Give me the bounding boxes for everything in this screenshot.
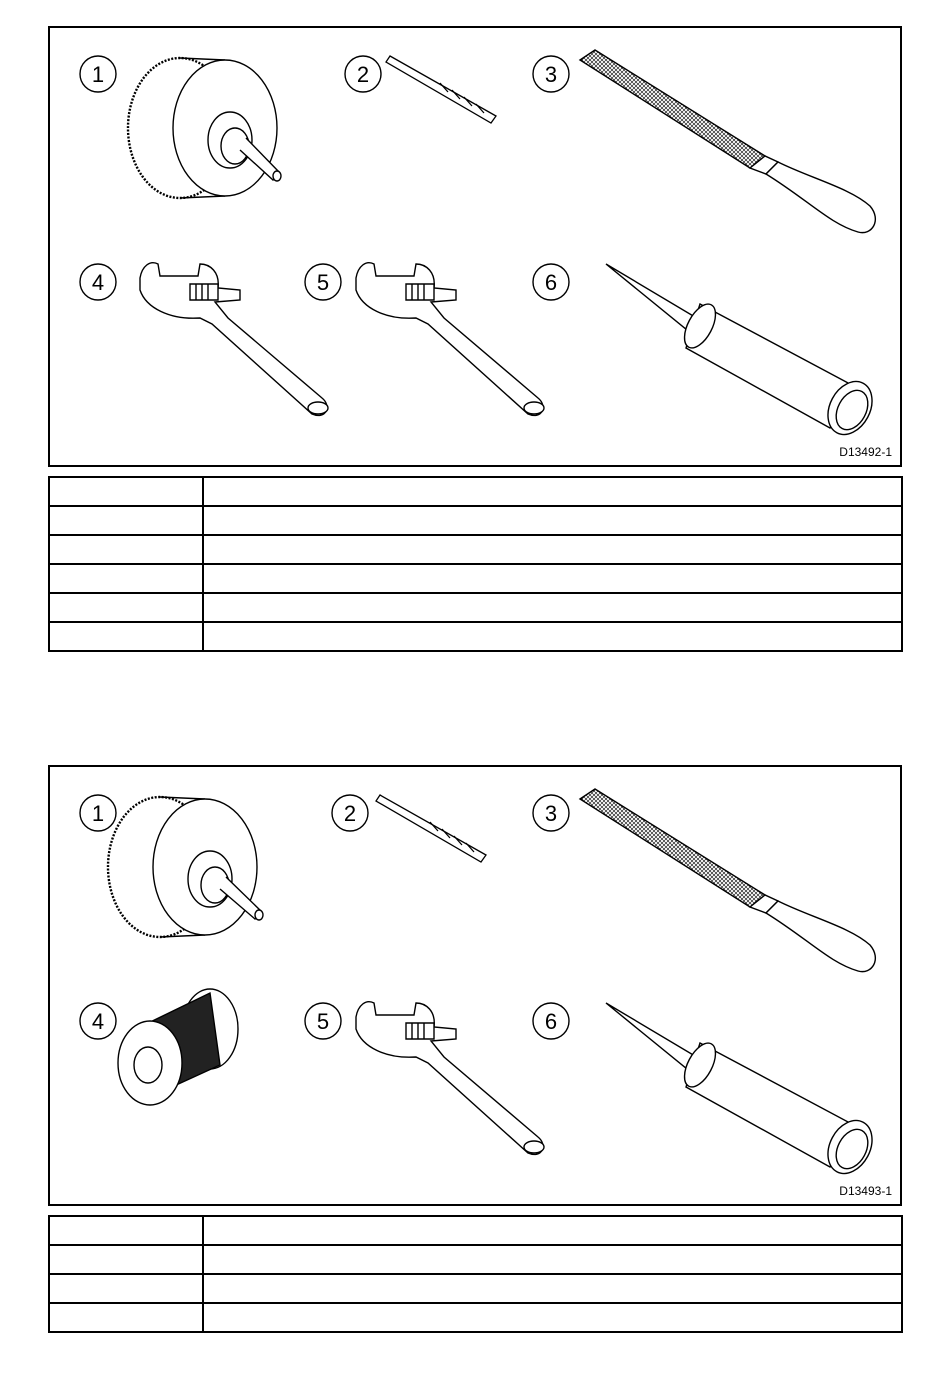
sealant-tube-icon [606,264,881,442]
table-row [49,1274,902,1303]
table-cell [49,593,203,622]
table-cell [203,1245,902,1274]
table-cell [203,535,902,564]
table-cell [203,593,902,622]
tools-figure-1 [48,26,902,467]
table-cell [203,1216,902,1245]
svg-text:6: 6 [544,270,558,295]
figure-id-label: D13492-1 [839,445,892,459]
callout-4 [80,264,116,300]
figure-id-label: D13493-1 [839,1184,892,1198]
callout-3 [533,56,569,92]
table-cell [203,564,902,593]
table-cell [49,1216,203,1245]
table-row [49,1216,902,1245]
tools-illustration-1 [50,28,900,465]
tools-illustration-2 [50,767,900,1204]
svg-text:3: 3 [544,62,558,87]
callout-2 [345,56,381,92]
file-icon [580,789,875,972]
table-cell [49,622,203,651]
file-icon [580,50,875,233]
svg-text:1: 1 [91,801,105,826]
callout-3 [533,795,569,831]
callout-1 [80,56,116,92]
adjustable-wrench-icon [140,263,328,416]
table-row [49,622,902,651]
tools-figure-2 [48,765,902,1206]
callout-6 [533,264,569,300]
legend-table-1 [48,476,903,652]
svg-text:1: 1 [91,62,105,87]
table-cell [203,477,902,506]
adjustable-wrench-icon [356,263,544,416]
callout-4 [80,1003,116,1039]
table-row [49,535,902,564]
table-cell [49,477,203,506]
table-row [49,593,902,622]
sealant-tube-icon [606,1003,881,1181]
svg-text:4: 4 [91,1009,105,1034]
table-row [49,1303,902,1332]
adjustable-wrench-icon [356,1002,544,1155]
table-cell [49,506,203,535]
callout-6 [533,1003,569,1039]
table-cell [203,622,902,651]
table-cell [49,1274,203,1303]
svg-text:6: 6 [544,1009,558,1034]
table-row [49,1245,902,1274]
callout-1 [80,795,116,831]
drill-bit-icon [376,795,486,862]
drill-bit-icon [386,56,496,123]
table-cell [49,1303,203,1332]
table-row [49,506,902,535]
table-row [49,477,902,506]
svg-text:2: 2 [343,801,357,826]
table-cell [203,506,902,535]
callout-5 [305,1003,341,1039]
svg-text:2: 2 [356,62,370,87]
table-row [49,564,902,593]
hole-saw-icon [128,58,281,198]
table-cell [49,535,203,564]
legend-table-2 [48,1215,903,1333]
table-cell [203,1303,902,1332]
hole-saw-icon [108,797,263,937]
tape-roll-icon [118,989,238,1105]
svg-text:4: 4 [91,270,105,295]
table-cell [49,564,203,593]
table-cell [49,1245,203,1274]
svg-text:5: 5 [316,270,330,295]
svg-text:3: 3 [544,801,558,826]
callout-2 [332,795,368,831]
callout-5 [305,264,341,300]
table-cell [203,1274,902,1303]
svg-text:5: 5 [316,1009,330,1034]
